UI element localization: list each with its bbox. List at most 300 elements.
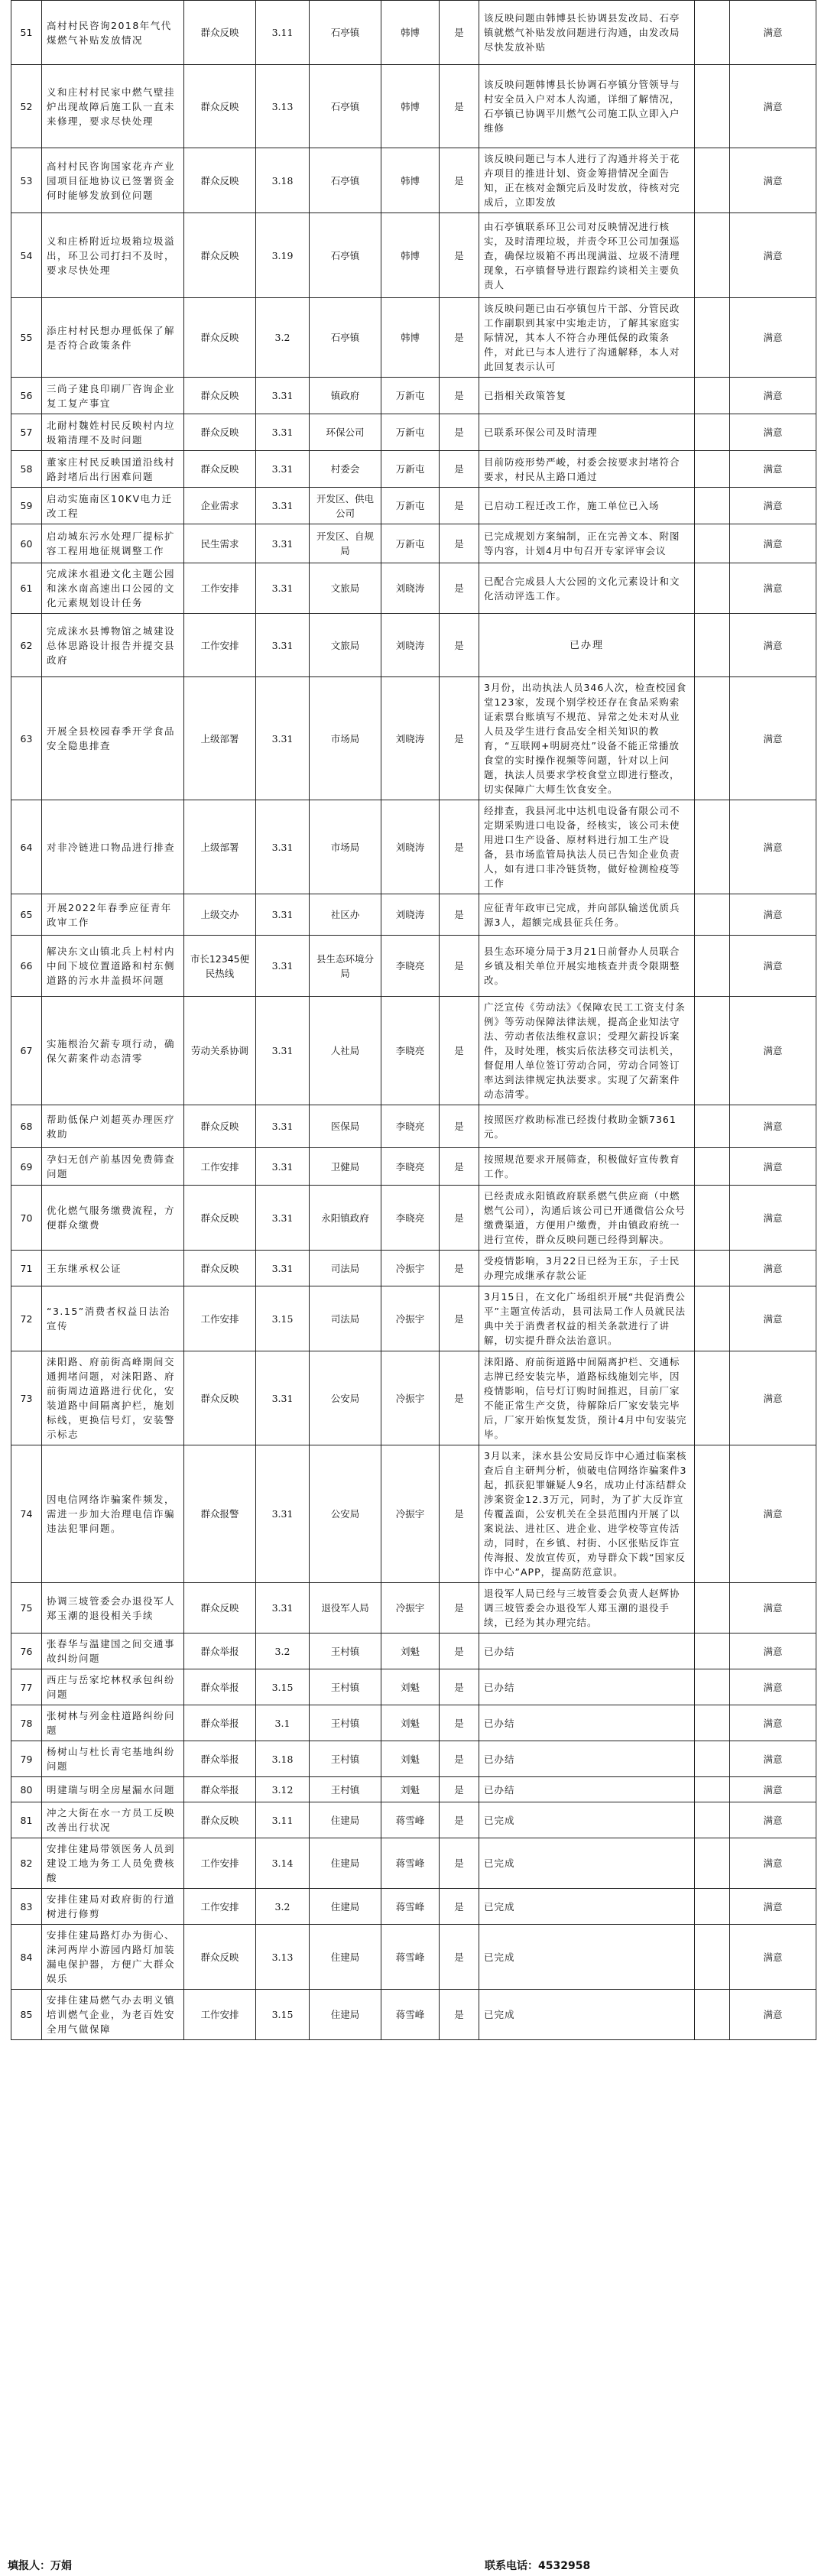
- source-text: 工作安排: [184, 563, 256, 614]
- person-text: 蒋雪峰: [381, 1925, 440, 1990]
- table-row: [11, 614, 816, 677]
- blank-cell: [695, 414, 730, 451]
- done-flag: 是: [440, 894, 479, 936]
- table-row: [11, 1186, 816, 1251]
- row-number: 64: [11, 800, 42, 894]
- done-flag: 是: [440, 1251, 479, 1286]
- table-row: [11, 563, 816, 614]
- person-text: 刘魁: [381, 1634, 440, 1669]
- date-text: 3.31: [256, 378, 310, 414]
- satisfaction-text: 满意: [730, 1148, 816, 1186]
- row-number: 52: [11, 65, 42, 148]
- result-text: 已完成: [479, 1990, 695, 2040]
- issue-text: 解决东文山镇北兵上村村内中间下坡位置道路和村东侧道路的污水井盖损坏问题: [42, 936, 184, 997]
- source-text: 群众反映: [184, 1251, 256, 1286]
- blank-cell: [695, 213, 730, 298]
- row-number: 75: [11, 1583, 42, 1634]
- done-flag: 是: [440, 997, 479, 1105]
- issue-text: 张春华与温建国之间交通事故纠纷问题: [42, 1634, 184, 1669]
- done-flag: 是: [440, 1990, 479, 2040]
- table-row: [11, 451, 816, 488]
- result-text: 该反映问题韩博县长协调石亭镇分管领导与村安全员入户对本人沟通，详细了解情况，石亭镇已协调平川燃气公司施工队立即入户维修: [479, 65, 695, 148]
- result-text: 已完成: [479, 1889, 695, 1925]
- blank-cell: [695, 1741, 730, 1777]
- person-text: 刘晓涛: [381, 563, 440, 614]
- blank-cell: [695, 1669, 730, 1705]
- result-text: 该反映问题已与本人进行了沟通并将关于花卉项目的推进计划、资金筹措情况全面告知，正在核对金额完后及时发放，待核对完成后，立即发放: [479, 148, 695, 213]
- dept-text: 永阳镇政府: [310, 1186, 381, 1251]
- table-row: [11, 1105, 816, 1148]
- source-text: 工作安排: [184, 1838, 256, 1889]
- person-text: 冷振宇: [381, 1351, 440, 1445]
- ledger-body: [11, 1, 816, 2040]
- satisfaction-text: 满意: [730, 1802, 816, 1838]
- result-text: 广泛宣传《劳动法》《保障农民工工资支付条例》等劳动保障法律法规，提高企业知法守法、劳动者依法维权意识；受理欠薪投诉案件，及时处理，核实后依法移交司法机关，督促用人单位签订劳动合同，劳动合同签订率达到法律规定执法要求。实现了欠薪案件动态清零。: [479, 997, 695, 1105]
- date-text: 3.31: [256, 614, 310, 677]
- result-text: 经排查，我县河北中达机电设备有限公司不定期采购进口电设备，经核实，该公司未使用进口生产设备、原材料进行加工生产设备，县市场监管局执法人员已告知企业负责人，如有进口非冷链货物，做好检测检疫等工作: [479, 800, 695, 894]
- date-text: 3.31: [256, 1445, 310, 1583]
- dept-text: 市场局: [310, 800, 381, 894]
- person-text: 韩博: [381, 148, 440, 213]
- issue-text: 高村村民咨询国家花卉产业园项目征地协议已签署资金何时能够发放到位问题: [42, 148, 184, 213]
- source-text: 群众反映: [184, 1925, 256, 1990]
- date-text: 3.11: [256, 1, 310, 65]
- blank-cell: [695, 1777, 730, 1802]
- done-flag: 是: [440, 614, 479, 677]
- blank-cell: [695, 378, 730, 414]
- person-text: 刘魁: [381, 1669, 440, 1705]
- dept-text: 住建局: [310, 1990, 381, 2040]
- row-number: 81: [11, 1802, 42, 1838]
- result-text: 已办结: [479, 1634, 695, 1669]
- issue-text: 义和庄村村民家中燃气壁挂炉出现故障后施工队一直未来修理，要求尽快处理: [42, 65, 184, 148]
- table-row: [11, 1669, 816, 1705]
- blank-cell: [695, 1889, 730, 1925]
- issue-text: 添庄村村民想办理低保了解是否符合政策条件: [42, 298, 184, 378]
- table-row: [11, 1583, 816, 1634]
- result-text: 已完成规划方案编制，正在完善文本、附图等内容，计划4月中旬召开专家评审会议: [479, 524, 695, 563]
- satisfaction-text: 满意: [730, 298, 816, 378]
- source-text: 群众举报: [184, 1777, 256, 1802]
- table-row: [11, 1351, 816, 1445]
- row-number: 51: [11, 1, 42, 65]
- issue-text: 北耐村魏姓村民反映村内垃圾箱清理不及时问题: [42, 414, 184, 451]
- done-flag: 是: [440, 148, 479, 213]
- dept-text: 开发区、自规局: [310, 524, 381, 563]
- ledger-sheet: [11, 0, 816, 2040]
- satisfaction-text: 满意: [730, 1583, 816, 1634]
- person-text: 冷振宇: [381, 1583, 440, 1634]
- done-flag: 是: [440, 1669, 479, 1705]
- done-flag: 是: [440, 1741, 479, 1777]
- dept-text: 医保局: [310, 1105, 381, 1148]
- source-text: 民生需求: [184, 524, 256, 563]
- person-text: 韩博: [381, 1, 440, 65]
- dept-text: 王村镇: [310, 1705, 381, 1741]
- table-row: [11, 1777, 816, 1802]
- blank-cell: [695, 1583, 730, 1634]
- result-text: 涞阳路、府前街道路中间隔离护栏、交通标志牌已经安装完毕，道路标线施划完毕，因疫情影响，信号灯订购时间推迟，目前厂家不能正常生产交货，待解除后厂家安装完毕后，厂家开始恢复发货，预计4月中旬安装完毕。: [479, 1351, 695, 1445]
- person-text: 韩博: [381, 298, 440, 378]
- issue-text: 完成涞水县博物馆之城建设总体思路设计报告并提交县政府: [42, 614, 184, 677]
- date-text: 3.31: [256, 414, 310, 451]
- dept-text: 王村镇: [310, 1741, 381, 1777]
- table-row: [11, 1889, 816, 1925]
- row-number: 82: [11, 1838, 42, 1889]
- satisfaction-text: 满意: [730, 1251, 816, 1286]
- date-text: 3.31: [256, 997, 310, 1105]
- ledger-table: [11, 0, 816, 2040]
- done-flag: 是: [440, 1286, 479, 1351]
- blank-cell: [695, 488, 730, 524]
- table-row: [11, 1445, 816, 1583]
- issue-text: 义和庄桥附近垃圾箱垃圾溢出，环卫公司打扫不及时，要求尽快处理: [42, 213, 184, 298]
- result-text: 已联系环保公司及时清理: [479, 414, 695, 451]
- source-text: 群众反映: [184, 213, 256, 298]
- table-row: [11, 1838, 816, 1889]
- satisfaction-text: 满意: [730, 414, 816, 451]
- source-text: 上级交办: [184, 894, 256, 936]
- person-text: 刘晓涛: [381, 614, 440, 677]
- person-text: 蒋雪峰: [381, 1802, 440, 1838]
- table-row: [11, 997, 816, 1105]
- satisfaction-text: 满意: [730, 378, 816, 414]
- dept-text: 石亭镇: [310, 298, 381, 378]
- satisfaction-text: 满意: [730, 1669, 816, 1705]
- date-text: 3.2: [256, 298, 310, 378]
- date-text: 3.31: [256, 1186, 310, 1251]
- issue-text: 冲之大街在水一方员工反映改善出行状况: [42, 1802, 184, 1838]
- dept-text: 石亭镇: [310, 213, 381, 298]
- result-text: 3月份，出动执法人员346人次，检查校园食堂123家，发现个别学校还存在食品采购索证索票台账填写不规范、异常之处未对从业人员及学生进行食品安全相关知识的教育，“互联网+明厨亮灶”设备不能正常播放食堂的实时操作视频等问题，针对以上问题，执法人员要求学校食堂立即进行整改，切实保障广大师生饮食安全。: [479, 677, 695, 800]
- result-text: 已办理: [479, 614, 695, 677]
- blank-cell: [695, 1105, 730, 1148]
- row-number: 77: [11, 1669, 42, 1705]
- table-row: [11, 414, 816, 451]
- source-text: 上级部署: [184, 800, 256, 894]
- date-text: 3.12: [256, 1777, 310, 1802]
- done-flag: 是: [440, 1705, 479, 1741]
- issue-text: 董家庄村民反映国道沿线村路封堵后出行困难问题: [42, 451, 184, 488]
- blank-cell: [695, 524, 730, 563]
- dept-text: 市场局: [310, 677, 381, 800]
- result-text: 按照规范要求开展筛查，积极做好宣传教育工作。: [479, 1148, 695, 1186]
- blank-cell: [695, 1251, 730, 1286]
- blank-cell: [695, 1925, 730, 1990]
- dept-text: 县生态环境分局: [310, 936, 381, 997]
- date-text: 3.31: [256, 1105, 310, 1148]
- satisfaction-text: 满意: [730, 1777, 816, 1802]
- dept-text: 镇政府: [310, 378, 381, 414]
- source-text: 工作安排: [184, 1148, 256, 1186]
- date-text: 3.31: [256, 524, 310, 563]
- dept-text: 退役军人局: [310, 1583, 381, 1634]
- source-text: 工作安排: [184, 1889, 256, 1925]
- blank-cell: [695, 298, 730, 378]
- person-text: 李晓亮: [381, 1148, 440, 1186]
- date-text: 3.31: [256, 936, 310, 997]
- issue-text: 安排住建局带领医务人员到建设工地为务工人员免费核酸: [42, 1838, 184, 1889]
- issue-text: 协调三坡管委会办退役军人郑玉潮的退役相关手续: [42, 1583, 184, 1634]
- blank-cell: [695, 1351, 730, 1445]
- row-number: 74: [11, 1445, 42, 1583]
- dept-text: 公安局: [310, 1445, 381, 1583]
- date-text: 3.14: [256, 1838, 310, 1889]
- dept-text: 住建局: [310, 1838, 381, 1889]
- satisfaction-text: 满意: [730, 1105, 816, 1148]
- source-text: 群众报警: [184, 1445, 256, 1583]
- person-text: 万新屯: [381, 488, 440, 524]
- blank-cell: [695, 997, 730, 1105]
- done-flag: 是: [440, 1802, 479, 1838]
- done-flag: 是: [440, 1838, 479, 1889]
- done-flag: 是: [440, 677, 479, 800]
- dept-text: 住建局: [310, 1802, 381, 1838]
- blank-cell: [695, 677, 730, 800]
- issue-text: 高村村民咨询2018年气代煤燃气补贴发放情况: [42, 1, 184, 65]
- row-number: 54: [11, 213, 42, 298]
- satisfaction-text: 满意: [730, 614, 816, 677]
- date-text: 3.18: [256, 1741, 310, 1777]
- row-number: 84: [11, 1925, 42, 1990]
- result-text: 已指相关政策答复: [479, 378, 695, 414]
- dept-text: 石亭镇: [310, 1, 381, 65]
- issue-text: 安排住建局燃气办去明义镇培训燃气企业，为老百姓安全用气做保障: [42, 1990, 184, 2040]
- satisfaction-text: 满意: [730, 1741, 816, 1777]
- result-text: 退役军人局已经与三坡管委会负责人赵辉协调三坡管委会办退役军人郑玉潮的退役手续，已经为其办理完结。: [479, 1583, 695, 1634]
- result-text: 已办结: [479, 1777, 695, 1802]
- person-text: 刘晓涛: [381, 894, 440, 936]
- person-text: 刘魁: [381, 1741, 440, 1777]
- person-text: 李晓亮: [381, 997, 440, 1105]
- filler-label: 填报人：万娟: [8, 2560, 72, 2572]
- result-text: 已办结: [479, 1669, 695, 1705]
- dept-text: 文旅局: [310, 614, 381, 677]
- person-text: 万新屯: [381, 414, 440, 451]
- done-flag: 是: [440, 1105, 479, 1148]
- dept-text: 公安局: [310, 1351, 381, 1445]
- source-text: 群众反映: [184, 1186, 256, 1251]
- table-row: [11, 1148, 816, 1186]
- dept-text: 住建局: [310, 1925, 381, 1990]
- person-text: 万新屯: [381, 451, 440, 488]
- issue-text: 安排住建局路灯办为街心、涞河两岸小游园内路灯加装漏电保护器，方便广大群众娱乐: [42, 1925, 184, 1990]
- row-number: 83: [11, 1889, 42, 1925]
- table-row: [11, 677, 816, 800]
- satisfaction-text: 满意: [730, 997, 816, 1105]
- row-number: 79: [11, 1741, 42, 1777]
- done-flag: 是: [440, 1186, 479, 1251]
- date-text: 3.31: [256, 1251, 310, 1286]
- issue-text: 明建瑞与明全房屋漏水问题: [42, 1777, 184, 1802]
- result-text: 已完成: [479, 1838, 695, 1889]
- dept-text: 社区办: [310, 894, 381, 936]
- table-row: [11, 1925, 816, 1990]
- issue-text: 对非冷链进口物品进行排查: [42, 800, 184, 894]
- result-text: 应征青年政审已完成，并向部队输送优质兵源3人，超额完成县征兵任务。: [479, 894, 695, 936]
- row-number: 72: [11, 1286, 42, 1351]
- row-number: 73: [11, 1351, 42, 1445]
- row-number: 66: [11, 936, 42, 997]
- issue-text: 因电信网络诈骗案件频发，需进一步加大治理电信诈骗违法犯罪问题。: [42, 1445, 184, 1583]
- table-row: [11, 378, 816, 414]
- date-text: 3.31: [256, 563, 310, 614]
- blank-cell: [695, 65, 730, 148]
- person-text: 冷振宇: [381, 1251, 440, 1286]
- satisfaction-text: 满意: [730, 1990, 816, 2040]
- result-text: 县生态环境分局于3月21日前督办人员联合乡镇及相关单位开展实地核查并责令限期整改。: [479, 936, 695, 997]
- table-row: [11, 524, 816, 563]
- source-text: 群众反映: [184, 1583, 256, 1634]
- source-text: 群众反映: [184, 451, 256, 488]
- source-text: 企业需求: [184, 488, 256, 524]
- dept-text: 司法局: [310, 1251, 381, 1286]
- phone-label: 联系电话：4532958: [485, 2560, 591, 2572]
- person-text: 冷振宇: [381, 1286, 440, 1351]
- satisfaction-text: 满意: [730, 1286, 816, 1351]
- source-text: 群众举报: [184, 1741, 256, 1777]
- done-flag: 是: [440, 488, 479, 524]
- row-number: 80: [11, 1777, 42, 1802]
- issue-text: 优化燃气服务缴费流程，方便群众缴费: [42, 1186, 184, 1251]
- source-text: 群众举报: [184, 1634, 256, 1669]
- row-number: 67: [11, 997, 42, 1105]
- done-flag: 是: [440, 1445, 479, 1583]
- table-row: [11, 488, 816, 524]
- person-text: 李晓亮: [381, 1105, 440, 1148]
- date-text: 3.31: [256, 451, 310, 488]
- source-text: 群众反映: [184, 148, 256, 213]
- satisfaction-text: 满意: [730, 524, 816, 563]
- issue-text: 帮助低保户刘超英办理医疗救助: [42, 1105, 184, 1148]
- source-text: 劳动关系协调: [184, 997, 256, 1105]
- done-flag: 是: [440, 213, 479, 298]
- blank-cell: [695, 1186, 730, 1251]
- satisfaction-text: 满意: [730, 1925, 816, 1990]
- done-flag: 是: [440, 298, 479, 378]
- satisfaction-text: 满意: [730, 65, 816, 148]
- satisfaction-text: 满意: [730, 148, 816, 213]
- blank-cell: [695, 451, 730, 488]
- blank-cell: [695, 148, 730, 213]
- row-number: 63: [11, 677, 42, 800]
- satisfaction-text: 满意: [730, 800, 816, 894]
- person-text: 刘晓涛: [381, 677, 440, 800]
- blank-cell: [695, 1802, 730, 1838]
- date-text: 3.31: [256, 488, 310, 524]
- date-text: 3.18: [256, 148, 310, 213]
- done-flag: 是: [440, 1351, 479, 1445]
- result-text: 已办结: [479, 1705, 695, 1741]
- result-text: 由石亭镇联系环卫公司对反映情况进行核实，及时清理垃圾，并责令环卫公司加强巡查，确保垃圾箱不再出现满溢、垃圾不清理现象，石亭镇督导进行跟踪约谈相关主要负责人: [479, 213, 695, 298]
- satisfaction-text: 满意: [730, 1351, 816, 1445]
- done-flag: 是: [440, 451, 479, 488]
- row-number: 76: [11, 1634, 42, 1669]
- person-text: 刘魁: [381, 1777, 440, 1802]
- table-row: [11, 213, 816, 298]
- source-text: 群众举报: [184, 1669, 256, 1705]
- issue-text: 张树林与列金柱道路纠纷问题: [42, 1705, 184, 1741]
- footer: [8, 2556, 826, 2574]
- source-text: 群众反映: [184, 1802, 256, 1838]
- satisfaction-text: 满意: [730, 1889, 816, 1925]
- done-flag: 是: [440, 524, 479, 563]
- blank-cell: [695, 1838, 730, 1889]
- done-flag: 是: [440, 800, 479, 894]
- done-flag: 是: [440, 1889, 479, 1925]
- date-text: 3.15: [256, 1990, 310, 2040]
- done-flag: 是: [440, 378, 479, 414]
- result-text: 3月15日，在文化广场组织开展“共促消费公平”主题宣传活动，县司法局工作人员就民法典中关于消费者权益的相关条款进行了讲解，切实提升群众法治意识。: [479, 1286, 695, 1351]
- dept-text: 石亭镇: [310, 65, 381, 148]
- blank-cell: [695, 1, 730, 65]
- blank-cell: [695, 614, 730, 677]
- blank-cell: [695, 1148, 730, 1186]
- done-flag: 是: [440, 1634, 479, 1669]
- row-number: 69: [11, 1148, 42, 1186]
- blank-cell: [695, 1445, 730, 1583]
- date-text: 3.31: [256, 800, 310, 894]
- row-number: 59: [11, 488, 42, 524]
- result-text: 按照医疗救助标准已经拨付救助金额7361元。: [479, 1105, 695, 1148]
- satisfaction-text: 满意: [730, 563, 816, 614]
- source-text: 群众反映: [184, 298, 256, 378]
- dept-text: 住建局: [310, 1889, 381, 1925]
- row-number: 57: [11, 414, 42, 451]
- row-number: 78: [11, 1705, 42, 1741]
- date-text: 3.2: [256, 1889, 310, 1925]
- person-text: 万新屯: [381, 378, 440, 414]
- blank-cell: [695, 1634, 730, 1669]
- satisfaction-text: 满意: [730, 1445, 816, 1583]
- date-text: 3.31: [256, 1351, 310, 1445]
- table-row: [11, 894, 816, 936]
- dept-text: 卫健局: [310, 1148, 381, 1186]
- satisfaction-text: 满意: [730, 1705, 816, 1741]
- date-text: 3.1: [256, 1705, 310, 1741]
- issue-text: 开展2022年春季应征青年政审工作: [42, 894, 184, 936]
- done-flag: 是: [440, 65, 479, 148]
- date-text: 3.15: [256, 1286, 310, 1351]
- person-text: 韩博: [381, 65, 440, 148]
- date-text: 3.13: [256, 1925, 310, 1990]
- row-number: 71: [11, 1251, 42, 1286]
- source-text: 工作安排: [184, 614, 256, 677]
- person-text: 刘魁: [381, 1705, 440, 1741]
- done-flag: 是: [440, 414, 479, 451]
- done-flag: 是: [440, 1777, 479, 1802]
- dept-text: 文旅局: [310, 563, 381, 614]
- person-text: 万新屯: [381, 524, 440, 563]
- table-row: [11, 1705, 816, 1741]
- row-number: 53: [11, 148, 42, 213]
- issue-text: 涞阳路、府前街高峰期间交通拥堵问题，对涞阳路、府前街周边道路进行优化，安装道路中间隔离护栏，施划标线，更换信号灯，安装警示标志: [42, 1351, 184, 1445]
- table-row: [11, 1741, 816, 1777]
- issue-text: 开展全县校园春季开学食品安全隐患排查: [42, 677, 184, 800]
- row-number: 58: [11, 451, 42, 488]
- issue-text: 杨树山与杜长青宅基地纠纷问题: [42, 1741, 184, 1777]
- row-number: 61: [11, 563, 42, 614]
- person-text: 蒋雪峰: [381, 1838, 440, 1889]
- date-text: 3.13: [256, 65, 310, 148]
- person-text: 蒋雪峰: [381, 1889, 440, 1925]
- table-row: [11, 1634, 816, 1669]
- blank-cell: [695, 936, 730, 997]
- result-text: 已办结: [479, 1741, 695, 1777]
- dept-text: 王村镇: [310, 1669, 381, 1705]
- blank-cell: [695, 563, 730, 614]
- satisfaction-text: 满意: [730, 677, 816, 800]
